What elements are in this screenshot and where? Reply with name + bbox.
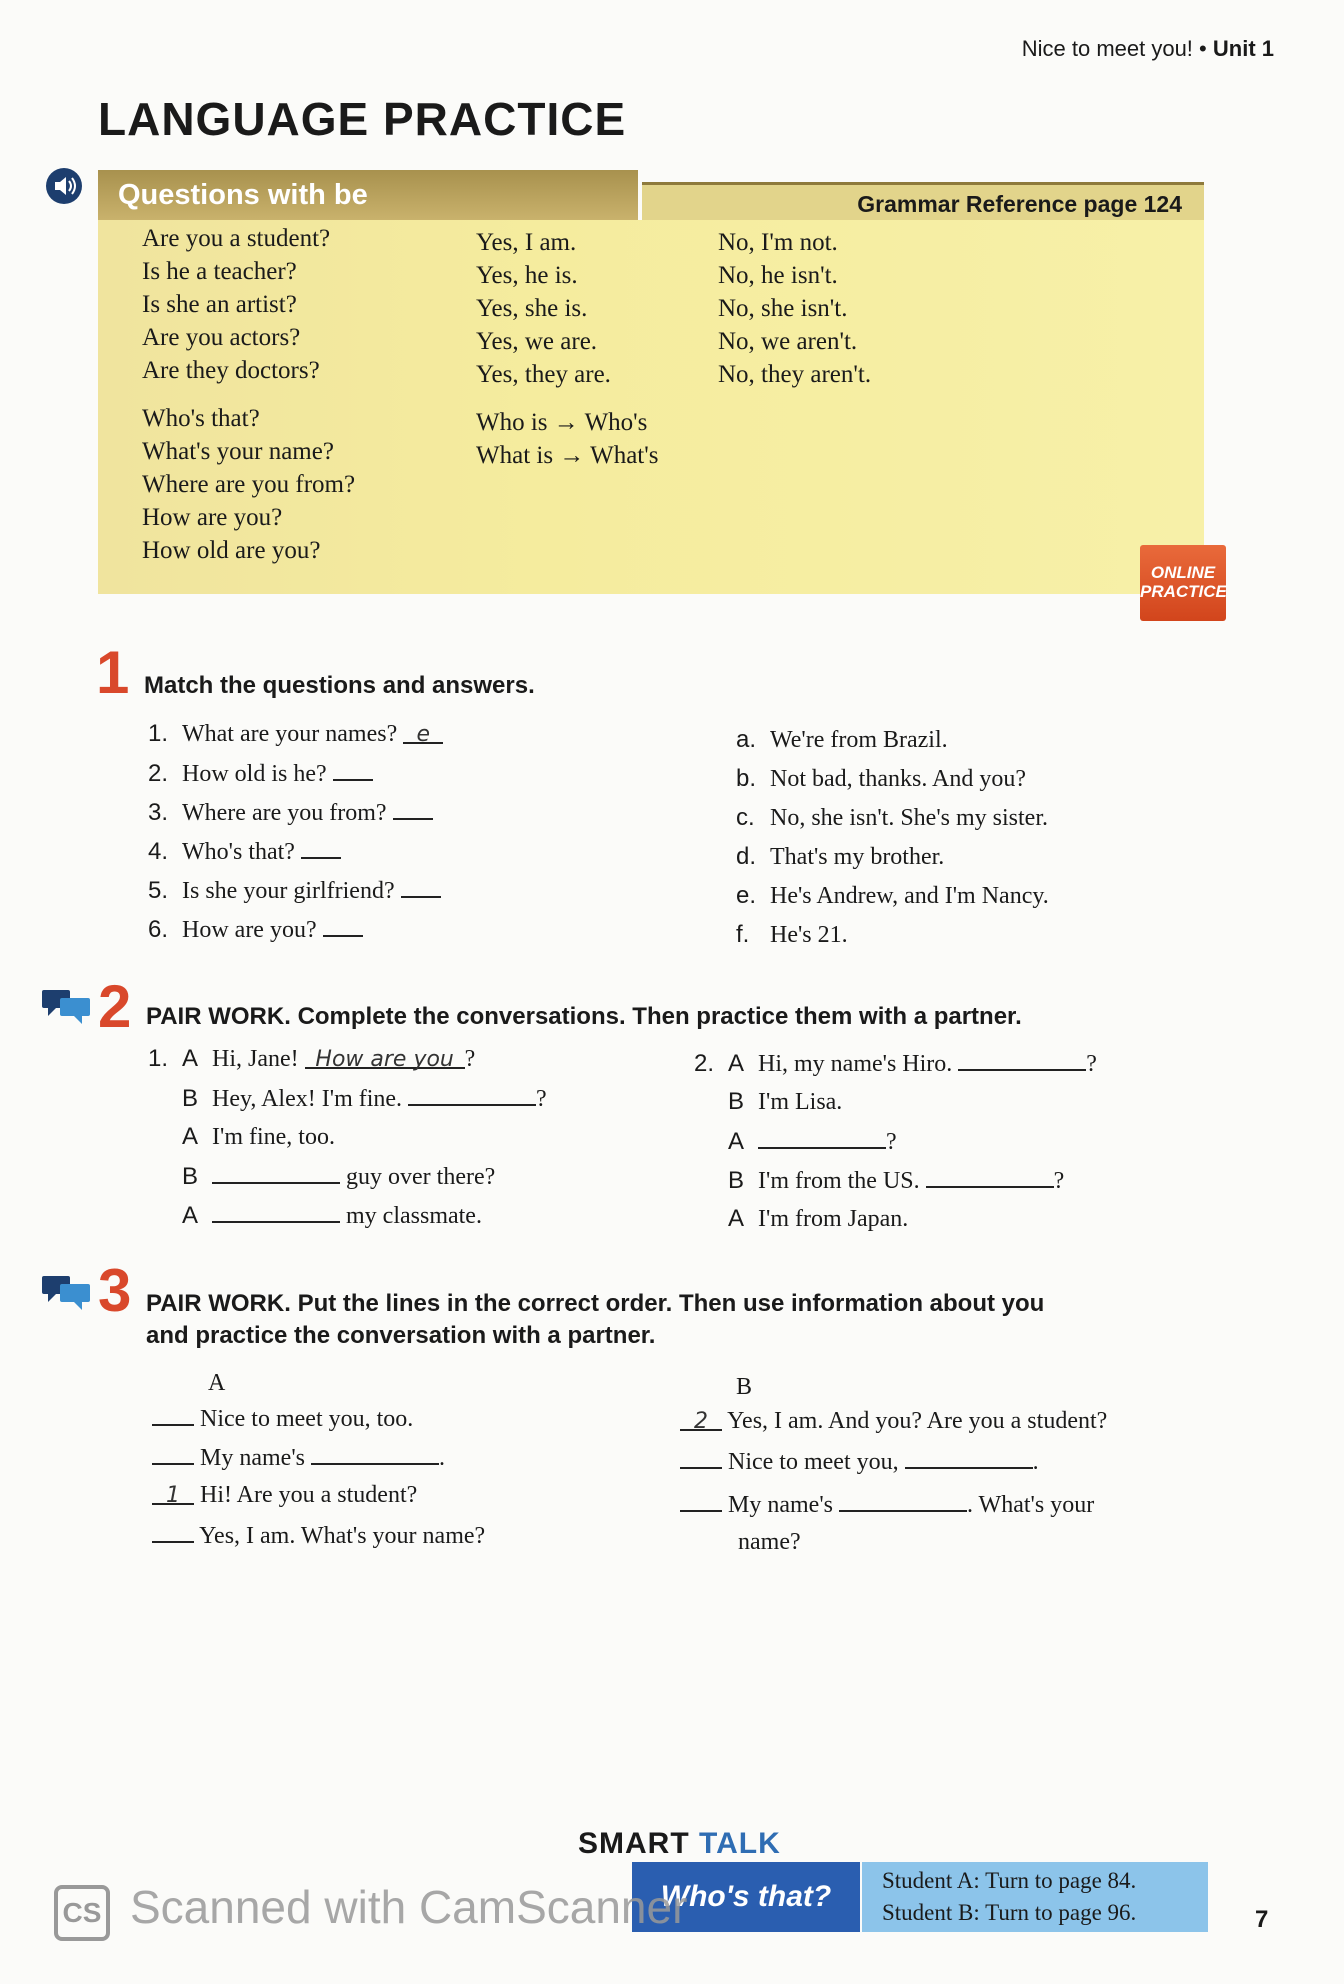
grammar-wh-questions bbox=[142, 402, 355, 567]
q-number: 5. bbox=[148, 877, 169, 904]
speaker: A bbox=[182, 1123, 199, 1150]
answer-blank[interactable] bbox=[212, 1201, 340, 1223]
conv-number: 1. bbox=[148, 1045, 169, 1072]
grammar-contraction: What is → What's bbox=[476, 442, 659, 469]
grammar-question: Is he a teacher? bbox=[142, 258, 297, 285]
order-blank[interactable] bbox=[680, 1490, 722, 1512]
question-mark: ? bbox=[464, 1046, 476, 1072]
page-title: LANGUAGE PRACTICE bbox=[98, 93, 627, 145]
ex3-a-line: My name's . bbox=[152, 1443, 445, 1472]
exercise-2-number: 2 bbox=[98, 973, 132, 1040]
audio-icon[interactable] bbox=[46, 168, 82, 204]
q-number: 1. bbox=[148, 720, 169, 747]
question-mark: ? bbox=[1053, 1168, 1065, 1194]
a-text: He's Andrew, and I'm Nancy. bbox=[770, 883, 1049, 909]
grammar-wh-question: What's your name? bbox=[142, 438, 334, 465]
page-number: 7 bbox=[1255, 1906, 1269, 1933]
q-text: How are you? bbox=[182, 917, 317, 943]
grammar-contraction: Who is → Who's bbox=[476, 409, 648, 436]
answer-blank[interactable] bbox=[905, 1447, 1033, 1469]
grammar-no: No, we aren't. bbox=[718, 328, 858, 355]
camscanner-watermark: Scanned with CamScanner bbox=[130, 1881, 688, 1933]
answer-blank[interactable] bbox=[408, 1084, 536, 1106]
line-text: Nice to meet you, too. bbox=[200, 1406, 414, 1432]
ex3-b-line bbox=[680, 1490, 1094, 1519]
a-letter: b. bbox=[736, 765, 757, 792]
speaker: B bbox=[182, 1163, 199, 1190]
answer-blank[interactable] bbox=[926, 1166, 1054, 1188]
ex3-b-line bbox=[680, 1408, 1107, 1435]
grammar-table bbox=[98, 220, 1204, 594]
grammar-no-answers bbox=[718, 226, 871, 391]
conv1-line bbox=[182, 1123, 335, 1151]
conv2-line bbox=[728, 1205, 908, 1233]
conv-number: 2. bbox=[694, 1050, 715, 1077]
q-text: What are your names? bbox=[182, 721, 398, 747]
a-letter: d. bbox=[736, 843, 757, 870]
ex1-answer bbox=[736, 726, 948, 754]
grammar-yes: Yes, she is. bbox=[476, 295, 588, 322]
ex3-a-line bbox=[152, 1521, 485, 1550]
a-letter: e. bbox=[736, 882, 757, 909]
answer-blank[interactable] bbox=[758, 1127, 886, 1149]
order-blank[interactable] bbox=[152, 1443, 194, 1465]
grammar-question: Are you actors? bbox=[142, 324, 301, 351]
conv2-line bbox=[728, 1127, 897, 1156]
grammar-no: No, he isn't. bbox=[718, 262, 838, 289]
line-text: Hi! Are you a student? bbox=[200, 1482, 418, 1508]
grammar-wh-question: How old are you? bbox=[142, 537, 321, 564]
a-text: He's 21. bbox=[770, 922, 848, 948]
answer-blank[interactable]: e bbox=[403, 722, 443, 744]
exercise-3-label: PAIR WORK. bbox=[146, 1290, 291, 1317]
grammar-reference[interactable]: Grammar Reference page 124 bbox=[642, 182, 1204, 222]
q-text: Is she your girlfriend? bbox=[182, 878, 395, 904]
answer-blank[interactable] bbox=[958, 1049, 1086, 1071]
order-blank[interactable]: 2 bbox=[680, 1409, 722, 1431]
ex1-question bbox=[148, 759, 373, 788]
a-letter: f. bbox=[736, 921, 750, 948]
grammar-wh-question: How are you? bbox=[142, 504, 283, 531]
conv1-line bbox=[182, 1201, 482, 1230]
ex1-answer bbox=[736, 804, 1048, 832]
online-practice-badge[interactable] bbox=[1140, 545, 1226, 621]
online-badge-line2: PRACTICE bbox=[1140, 582, 1227, 601]
line-text: guy over there? bbox=[346, 1164, 496, 1190]
question-mark: ? bbox=[886, 1129, 897, 1155]
unit-header bbox=[1022, 36, 1274, 62]
q-text: Who's that? bbox=[182, 839, 295, 865]
grammar-question: Are you a student? bbox=[142, 225, 331, 252]
exercise-3-number: 3 bbox=[98, 1257, 132, 1324]
line-text: Hey, Alex! I'm fine. bbox=[212, 1086, 403, 1112]
column-a-header: A bbox=[208, 1370, 226, 1396]
pair-work-icon bbox=[42, 1274, 92, 1310]
order-blank[interactable] bbox=[152, 1404, 194, 1426]
answer-blank[interactable] bbox=[333, 759, 373, 781]
grammar-wh-question: Who's that? bbox=[142, 405, 260, 432]
line-text: my classmate. bbox=[346, 1203, 482, 1229]
exercise-1-number: 1 bbox=[96, 639, 130, 706]
ex3-b-line-cont: name? bbox=[738, 1529, 801, 1555]
grammar-yes: Yes, I am. bbox=[476, 229, 577, 256]
unit-label: Unit 1 bbox=[1212, 36, 1274, 61]
ex1-question bbox=[148, 876, 441, 905]
smart-talk-instructions bbox=[862, 1862, 1208, 1932]
student-b-instruction: Student B: Turn to page 96. bbox=[882, 1900, 1137, 1925]
conv2-line bbox=[728, 1166, 1064, 1195]
line-text: Yes, I am. And you? Are you a student? bbox=[727, 1408, 1108, 1434]
camscanner-logo: CS bbox=[54, 1885, 110, 1941]
line-text: I'm fine, too. bbox=[212, 1124, 335, 1150]
q-text: Where are you from? bbox=[182, 800, 387, 826]
q-text: How old is he? bbox=[182, 761, 327, 787]
grammar-header bbox=[98, 170, 638, 220]
question-mark: ? bbox=[536, 1086, 547, 1112]
speaker: B bbox=[728, 1167, 745, 1194]
a-text: Not bad, thanks. And you? bbox=[770, 766, 1026, 792]
line-text: Hi, Jane! bbox=[212, 1046, 299, 1072]
q-number: 4. bbox=[148, 838, 169, 865]
a-text: We're from Brazil. bbox=[770, 727, 948, 753]
question-mark: ? bbox=[1086, 1051, 1097, 1077]
grammar-wh-question: Where are you from? bbox=[142, 471, 356, 498]
answer-blank[interactable] bbox=[301, 837, 341, 859]
a-text: That's my brother. bbox=[770, 844, 945, 870]
pair-work-icon bbox=[42, 988, 92, 1024]
ex1-question bbox=[148, 837, 341, 866]
student-a-instruction: Student A: Turn to page 84. bbox=[882, 1868, 1137, 1893]
line-text: Hi, my name's Hiro. bbox=[758, 1051, 953, 1077]
answer-blank[interactable]: How are you bbox=[305, 1047, 465, 1069]
order-blank[interactable] bbox=[680, 1447, 722, 1469]
line-text: My name's bbox=[200, 1445, 305, 1471]
grammar-question: Is she an artist? bbox=[142, 291, 297, 318]
conv1-line bbox=[182, 1162, 495, 1191]
line-text: Yes, I am. What's your name? bbox=[199, 1523, 486, 1549]
talk-word: TALK bbox=[699, 1827, 781, 1860]
speaker: B bbox=[728, 1088, 745, 1115]
grammar-no: No, she isn't. bbox=[718, 295, 848, 322]
ex1-answer bbox=[736, 843, 944, 871]
q-number: 3. bbox=[148, 799, 169, 826]
unit-title: Nice to meet you! • bbox=[1021, 36, 1207, 61]
ex1-question bbox=[148, 915, 363, 944]
ex3-a-line bbox=[152, 1404, 413, 1433]
exercise-2-instruction: Complete the conversations. Then practice them with a partner. bbox=[297, 1003, 1022, 1030]
grammar-no: No, they aren't. bbox=[718, 361, 872, 388]
grammar-yes: Yes, we are. bbox=[476, 328, 598, 355]
q-number: 2. bbox=[148, 760, 169, 787]
exercise-2-label: PAIR WORK. bbox=[146, 1003, 291, 1030]
exercise-3-instruction-1: Put the lines in the correct order. Then use information about you bbox=[297, 1290, 1045, 1317]
speaker: A bbox=[728, 1128, 745, 1155]
order-blank[interactable]: 1 bbox=[152, 1483, 194, 1505]
conv2-line bbox=[694, 1049, 1097, 1078]
speaker: B bbox=[182, 1085, 199, 1112]
grammar-questions bbox=[142, 222, 330, 387]
grammar-no: No, I'm not. bbox=[718, 229, 838, 256]
order-blank[interactable] bbox=[152, 1521, 194, 1543]
answer-blank[interactable] bbox=[839, 1490, 967, 1512]
grammar-title: Questions with be bbox=[118, 179, 368, 211]
line-text: I'm from Japan. bbox=[758, 1206, 909, 1232]
exercise-1-title: Match the questions and answers. bbox=[144, 672, 535, 699]
online-badge-line1: ONLINE bbox=[1150, 563, 1216, 582]
speaker: A bbox=[182, 1045, 199, 1072]
grammar-contractions bbox=[476, 406, 658, 472]
ex3-a-line bbox=[152, 1482, 417, 1509]
a-letter: c. bbox=[736, 804, 755, 831]
a-letter: a. bbox=[736, 726, 757, 753]
answer-blank[interactable] bbox=[323, 915, 363, 937]
grammar-yes: Yes, he is. bbox=[476, 262, 578, 289]
speaker: A bbox=[182, 1202, 199, 1229]
ex1-answer bbox=[736, 882, 1049, 910]
q-number: 6. bbox=[148, 916, 169, 943]
ex1-question bbox=[148, 720, 443, 748]
smart-talk-topic: Who's that? bbox=[632, 1862, 860, 1932]
line-text-after: . What's your bbox=[966, 1492, 1095, 1518]
answer-blank[interactable] bbox=[311, 1443, 439, 1465]
smart-talk-title bbox=[578, 1827, 781, 1861]
answer-blank[interactable] bbox=[401, 876, 441, 898]
conv1-line bbox=[182, 1084, 547, 1113]
ex1-answer bbox=[736, 921, 848, 949]
answer-blank[interactable] bbox=[212, 1162, 340, 1184]
answer-blank[interactable] bbox=[393, 798, 433, 820]
ex1-question bbox=[148, 798, 433, 827]
exercise-3-instruction-2: and practice the conversation with a partner. bbox=[146, 1322, 656, 1349]
grammar-question: Are they doctors? bbox=[142, 357, 320, 384]
conv2-line bbox=[728, 1088, 842, 1116]
exercise-2-title bbox=[146, 1003, 1022, 1031]
smart-word: SMART bbox=[578, 1827, 690, 1860]
exercise-3-title bbox=[146, 1288, 1044, 1352]
conv1-line bbox=[148, 1045, 475, 1073]
a-text: No, she isn't. She's my sister. bbox=[770, 805, 1048, 831]
grammar-yes: Yes, they are. bbox=[476, 361, 611, 388]
speaker: A bbox=[728, 1050, 745, 1077]
grammar-yes-answers bbox=[476, 226, 611, 391]
ex1-answer bbox=[736, 765, 1026, 793]
speaker: A bbox=[728, 1205, 745, 1232]
column-b-header: B bbox=[736, 1374, 753, 1400]
line-text: I'm from the US. bbox=[758, 1168, 920, 1194]
line-text: I'm Lisa. bbox=[758, 1089, 843, 1115]
ex3-b-line: Nice to meet you, . bbox=[680, 1447, 1039, 1476]
line-text: Nice to meet you, bbox=[728, 1449, 899, 1475]
line-text: My name's bbox=[728, 1492, 833, 1518]
